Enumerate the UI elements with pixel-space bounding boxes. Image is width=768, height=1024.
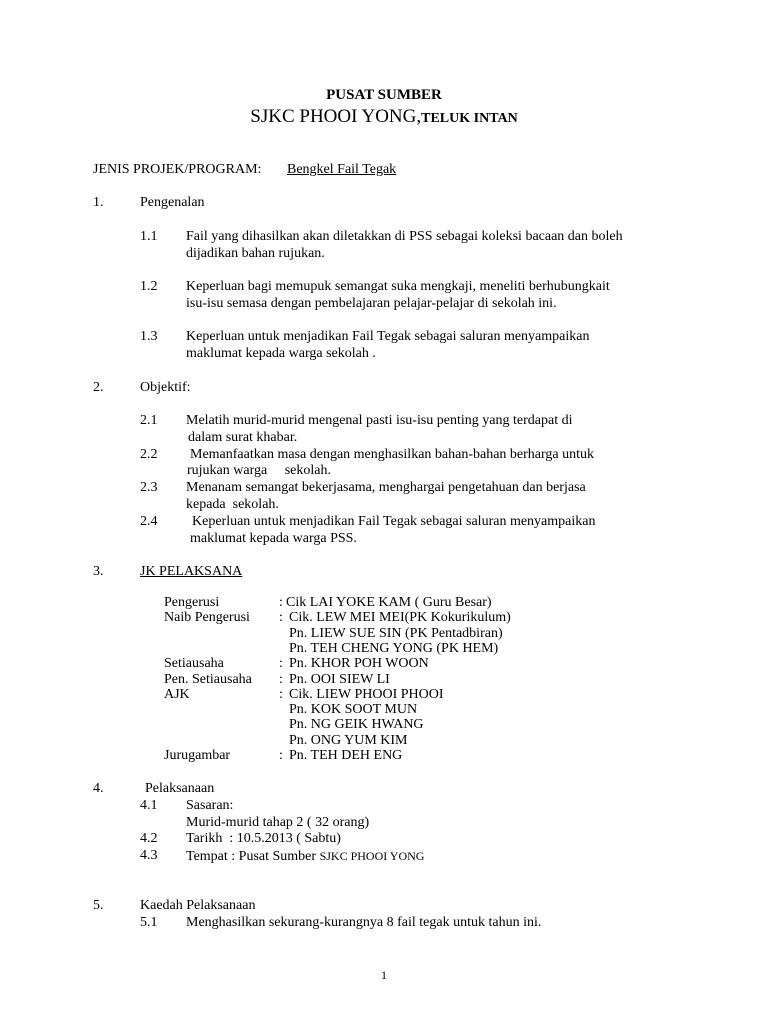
item-1-1-num: 1.1 [140, 229, 158, 244]
item-1-1-line1: Fail yang dihasilkan akan diletakkan di PSS sebagai koleksi bacaan dan boleh [186, 229, 623, 244]
item-4-1b-text: Murid-murid tahap 2 ( 32 orang) [186, 815, 370, 830]
committee-member-name: Pn. TEH CHENG YONG (PK HEM) [289, 641, 499, 656]
section-3-title: JK PELAKSANA [140, 564, 243, 579]
section-4-num: 4. [93, 781, 104, 796]
section-3-num: 3. [93, 564, 104, 579]
section-1-num: 1. [93, 195, 104, 210]
header-school [0, 106, 768, 130]
section-2-num: 2. [93, 380, 104, 395]
item-2-4-line2: maklumat kepada warga PSS. [190, 531, 357, 546]
item-1-1-line2: dijadikan bahan rujukan. [186, 246, 325, 261]
project-label: JENIS PROJEK/PROGRAM: [93, 162, 262, 177]
section-2-title: Objektif: [140, 380, 191, 395]
item-2-1-line2: dalam surat khabar. [188, 430, 298, 445]
committee-member-name: Pn. OOI SIEW LI [289, 672, 390, 687]
item-1-2-num: 1.2 [140, 279, 158, 294]
item-2-3-num: 2.3 [140, 480, 158, 495]
committee-role: Pengerusi [164, 595, 220, 610]
item-2-3-line2: kepada sekolah. [186, 497, 279, 512]
committee-member-name: Cik LAI YOKE KAM ( Guru Besar) [286, 595, 492, 610]
committee-member-name: Pn. NG GEIK HWANG [289, 717, 424, 732]
item-2-3-line1: Menanam semangat bekerjasama, menghargai pengetahuan dan berjasa [186, 480, 586, 495]
committee-separator: : [279, 748, 283, 763]
committee-separator: : [279, 610, 283, 625]
item-4-2-text: Tarikh : 10.5.2013 ( Sabtu) [186, 831, 341, 846]
school-location: TELUK INTAN [421, 111, 518, 126]
committee-role: AJK [164, 687, 190, 702]
section-5-title: Kaedah Pelaksanaan [140, 898, 256, 913]
item-1-3-line1: Keperluan untuk menjadikan Fail Tegak sebagai saluran menyampaikan [186, 329, 590, 344]
item-1-2-line1: Keperluan bagi memupuk semangat suka mengkaji, meneliti berhubungkait [186, 279, 610, 294]
committee-role: Pen. Setiausaha [164, 672, 252, 687]
committee-member-name: Pn. KOK SOOT MUN [289, 702, 418, 717]
item-1-3-num: 1.3 [140, 329, 158, 344]
committee-member-name: Pn. ONG YUM KIM [289, 733, 408, 748]
section-5-num: 5. [93, 898, 104, 913]
item-1-3-line2: maklumat kepada warga sekolah . [186, 346, 376, 361]
item-5-1-num: 5.1 [140, 915, 158, 930]
school-name: SJKC PHOOI YONG, [250, 106, 422, 127]
item-2-2-num: 2.2 [140, 447, 158, 462]
item-2-2-line1: Memanfaatkan masa dengan menghasilkan bahan-bahan berharga untuk [190, 447, 595, 462]
item-4-3-extra: SJKC PHOOI YONG [319, 849, 425, 863]
section-4-title: Pelaksanaan [145, 781, 215, 796]
header-line1: PUSAT SUMBER [326, 87, 442, 103]
item-4-3-text [186, 848, 424, 865]
item-1-2-line2: isu-isu semasa dengan pembelajaran pelajar-pelajar di sekolah ini. [186, 296, 557, 311]
committee-member-name: Pn. KHOR POH WOON [289, 656, 429, 671]
item-2-1-num: 2.1 [140, 413, 158, 428]
committee-separator: : [279, 687, 283, 702]
committee-separator: : [279, 595, 283, 610]
item-4-2-num: 4.2 [140, 831, 158, 846]
item-2-4-line1: Keperluan untuk menjadikan Fail Tegak sebagai saluran menyampaikan [192, 514, 596, 529]
item-4-1-num: 4.1 [140, 798, 158, 813]
section-1-title: Pengenalan [140, 195, 205, 210]
item-4-3-main: Tempat : Pusat Sumber [186, 849, 320, 864]
item-2-4-num: 2.4 [140, 514, 158, 529]
committee-role: Naib Pengerusi [164, 610, 250, 625]
committee-role: Setiausaha [164, 656, 224, 671]
item-5-1-text: Menghasilkan sekurang-kurangnya 8 fail tegak untuk tahun ini. [186, 915, 542, 930]
committee-separator: : [279, 656, 283, 671]
committee-role: Jurugambar [164, 748, 231, 763]
committee-member-name: Cik. LIEW PHOOI PHOOI [289, 687, 444, 702]
item-4-1-text: Sasaran: [186, 798, 234, 813]
committee-separator: : [279, 672, 283, 687]
item-4-3-num: 4.3 [140, 848, 158, 863]
project-value: Bengkel Fail Tegak [287, 162, 397, 177]
committee-member-name: Pn. TEH DEH ENG [289, 748, 403, 763]
item-2-1-line1: Melatih murid-murid mengenal pasti isu-isu penting yang terdapat di [186, 413, 573, 428]
item-2-2-line2: rujukan warga sekolah. [187, 463, 331, 478]
committee-member-name: Pn. LIEW SUE SIN (PK Pentadbiran) [289, 626, 503, 641]
page-number: 1 [381, 968, 387, 982]
committee-member-name: Cik. LEW MEI MEI(PK Kokurikulum) [289, 610, 511, 625]
